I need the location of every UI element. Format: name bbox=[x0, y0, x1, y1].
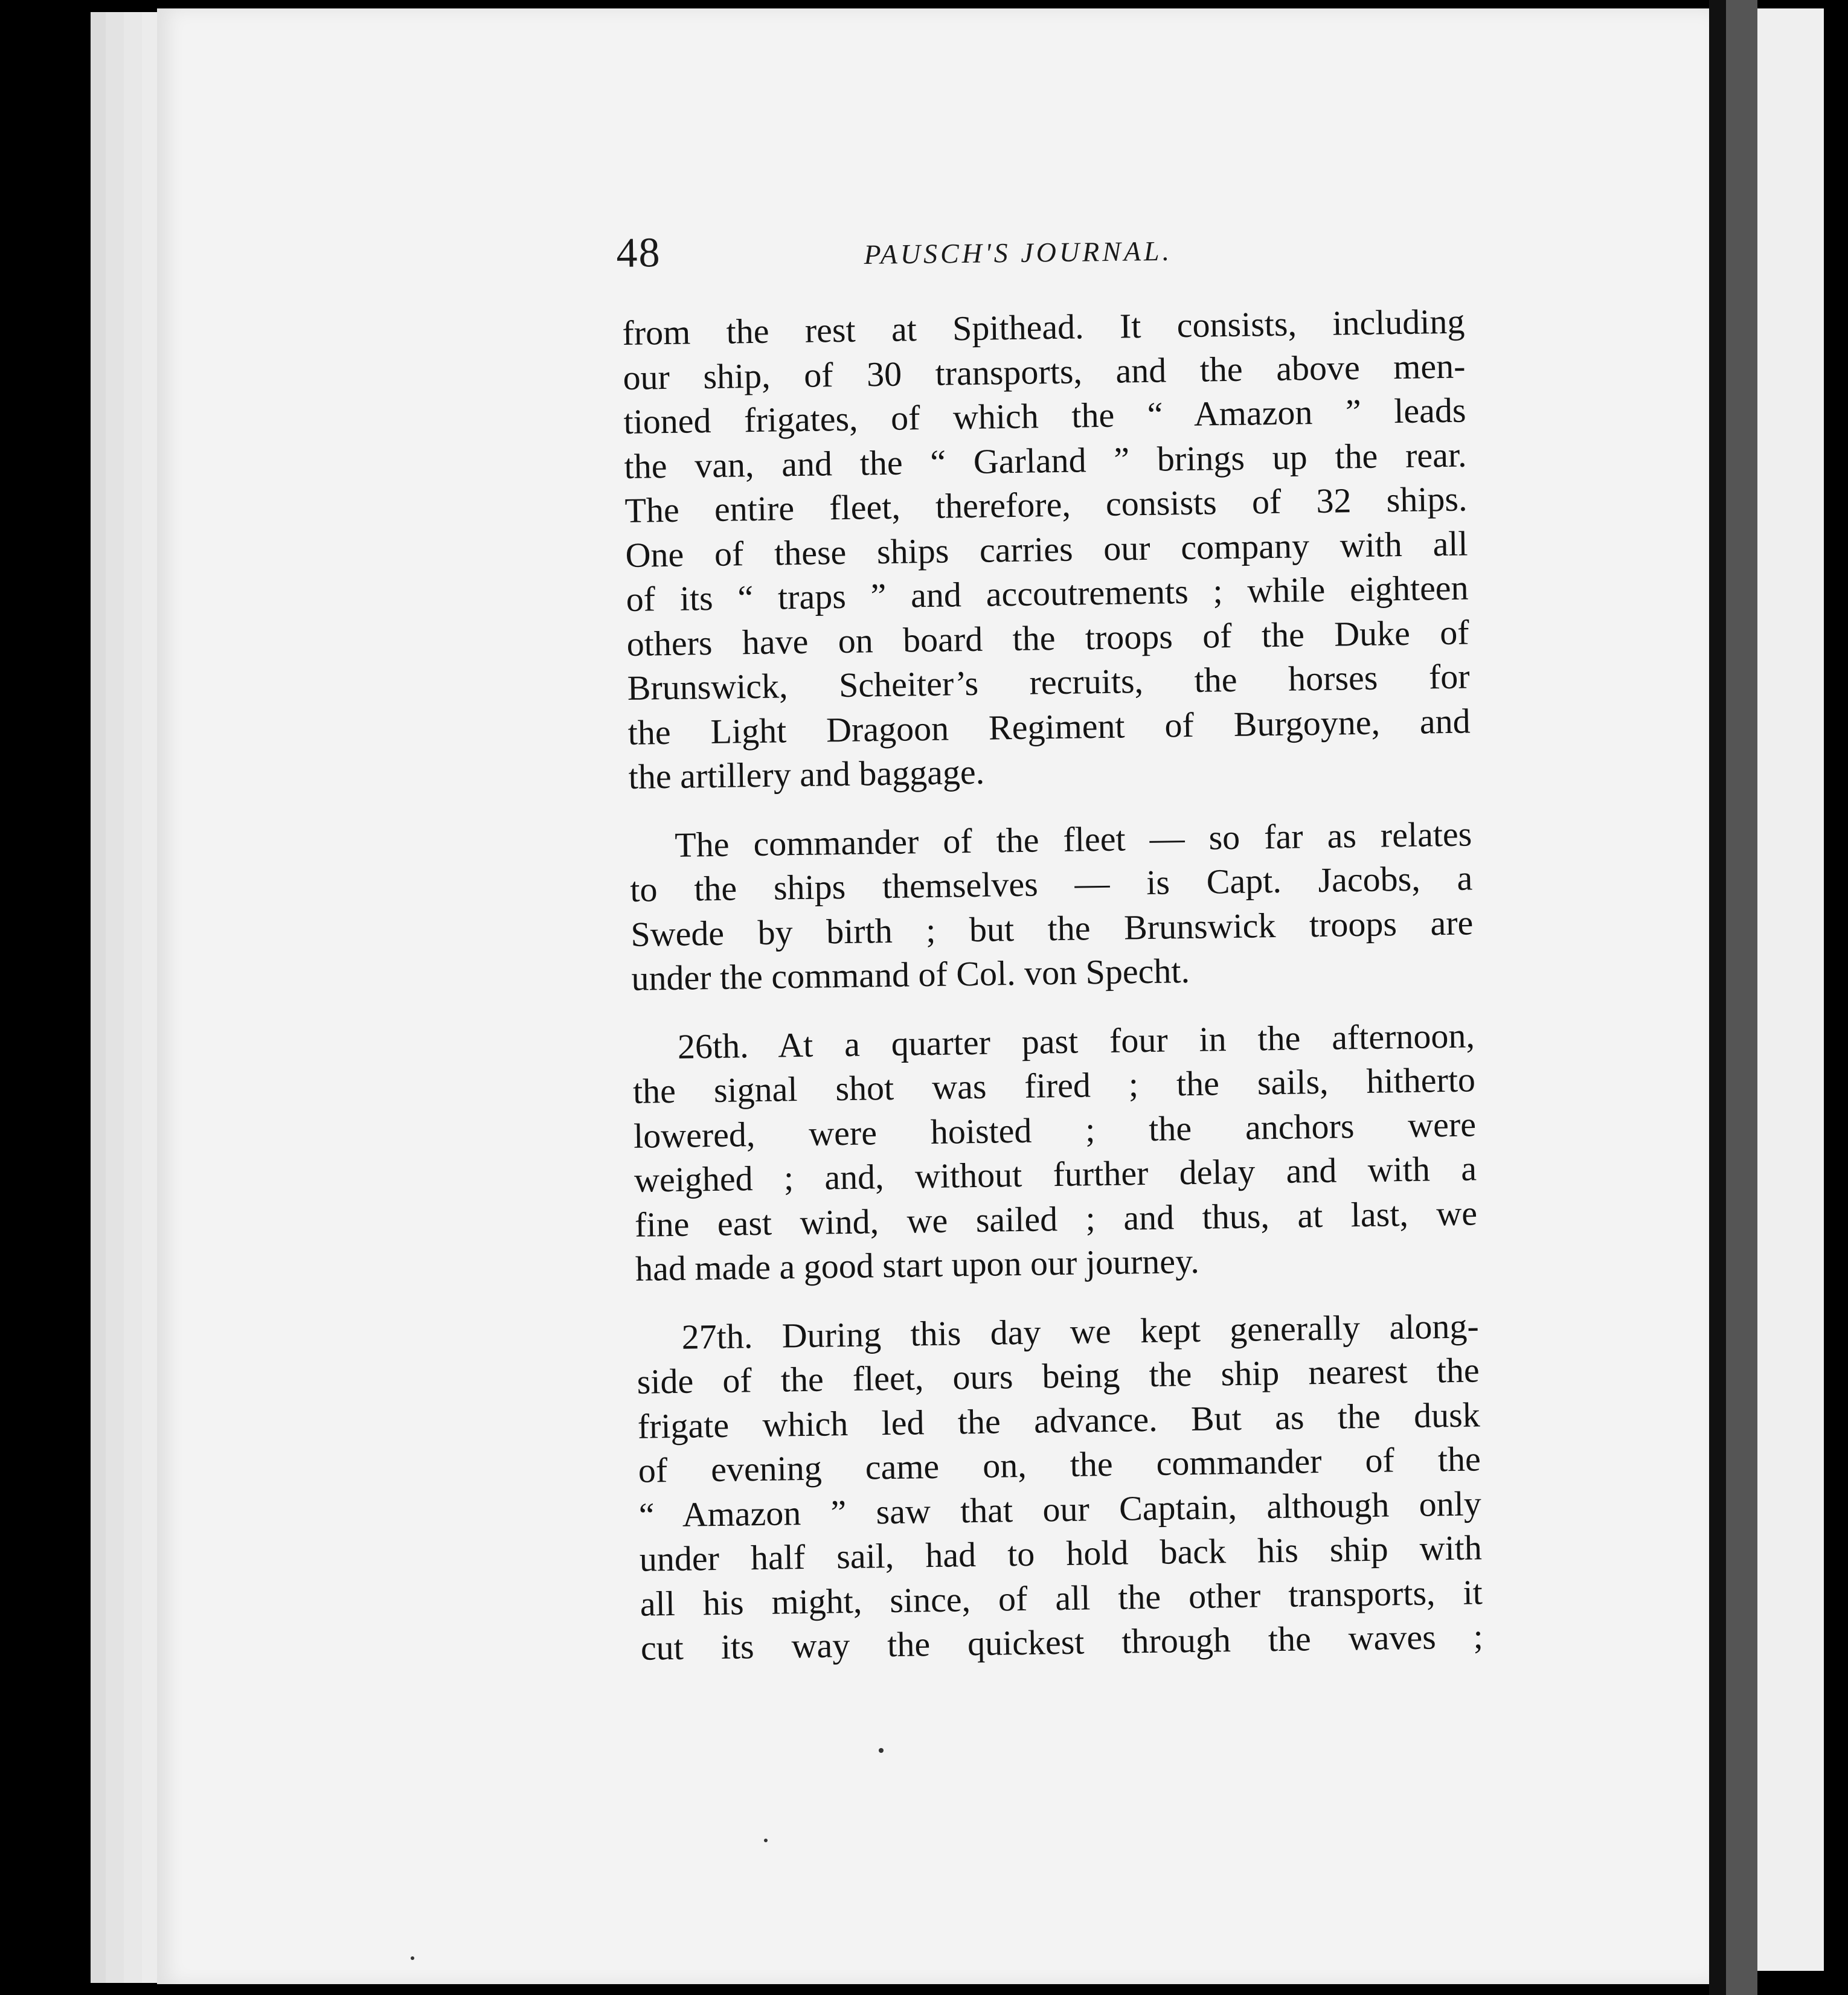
text-line: the Light Dragoon Regiment of Burgoyne, and bbox=[627, 700, 1471, 752]
text-line: had made a good start upon our journey. bbox=[635, 1241, 1200, 1289]
text-line: lowered, were hoisted ; the anchors were bbox=[633, 1104, 1477, 1156]
running-head bbox=[616, 219, 1477, 290]
body-text bbox=[622, 299, 1483, 1671]
text-line: the van, and the “ Garland ” brings up the rear. bbox=[624, 435, 1467, 486]
paper-speck bbox=[879, 1748, 884, 1753]
text-line: the signal shot was fired ; the sails, hitherto bbox=[632, 1060, 1476, 1111]
text-line: all his might, since, of all the other transports, it bbox=[640, 1572, 1483, 1624]
text-line: 27th. During this day we kept generally along- bbox=[681, 1305, 1480, 1357]
facing-page-edge bbox=[1757, 8, 1824, 1971]
text-line: fine east wind, we sailed ; and thus, at last, we bbox=[634, 1193, 1478, 1244]
text-line: to the ships themselves — is Capt. Jacobs, a bbox=[629, 858, 1473, 909]
text-line: Swede by birth ; but the Brunswick troops are bbox=[630, 902, 1474, 954]
paragraph bbox=[636, 1304, 1483, 1670]
running-title: PAUSCH'S JOURNAL. bbox=[864, 235, 1173, 270]
binding-strip bbox=[1726, 0, 1757, 1995]
text-line: from the rest at Spithead. It consists, including bbox=[622, 301, 1465, 353]
text-line: frigate which led the advance. But as the dusk bbox=[637, 1394, 1481, 1446]
text-line: 26th. At a quarter past four in the afternoon, bbox=[677, 1015, 1475, 1066]
text-line: our ship, of 30 transports, and the above men- bbox=[623, 346, 1466, 397]
text-line: One of these ships carries our company with all bbox=[625, 523, 1468, 575]
text-line: Brunswick, Scheiter’s recruits, the horses for bbox=[627, 656, 1471, 708]
gutter-shadow bbox=[1709, 0, 1726, 1995]
text-line: of its “ traps ” and accoutrements ; while eighteen bbox=[626, 568, 1469, 619]
text-line: side of the fleet, ours being the ship nearest the bbox=[637, 1350, 1480, 1401]
text-line: under the command of Col. von Specht. bbox=[630, 950, 1190, 998]
text-line: “ Amazon ” saw that our Captain, although only bbox=[638, 1483, 1482, 1535]
paragraph bbox=[632, 1013, 1478, 1291]
text-line: cut its way the quickest through the waves ; bbox=[640, 1616, 1484, 1668]
paper-speck bbox=[411, 1956, 414, 1960]
paragraph bbox=[622, 299, 1471, 799]
text-line: others have on board the troops of the Duke of bbox=[626, 612, 1470, 664]
text-line: under half sail, had to hold back his ship with bbox=[639, 1528, 1483, 1579]
text-line: The entire fleet, therefore, consists of 32 ships. bbox=[624, 479, 1468, 530]
text-line: the artillery and baggage. bbox=[628, 752, 985, 796]
paper-speck bbox=[764, 1839, 768, 1842]
text-line: of evening came on, the commander of the bbox=[638, 1439, 1481, 1490]
text-line: tioned frigates, of which the “ Amazon ” leads bbox=[623, 390, 1466, 441]
text-line: The commander of the fleet — so far as relates bbox=[674, 813, 1472, 865]
page-number: 48 bbox=[616, 229, 661, 277]
text-line: weighed ; and, without further delay and with a bbox=[634, 1148, 1477, 1200]
paragraph bbox=[629, 812, 1474, 1001]
